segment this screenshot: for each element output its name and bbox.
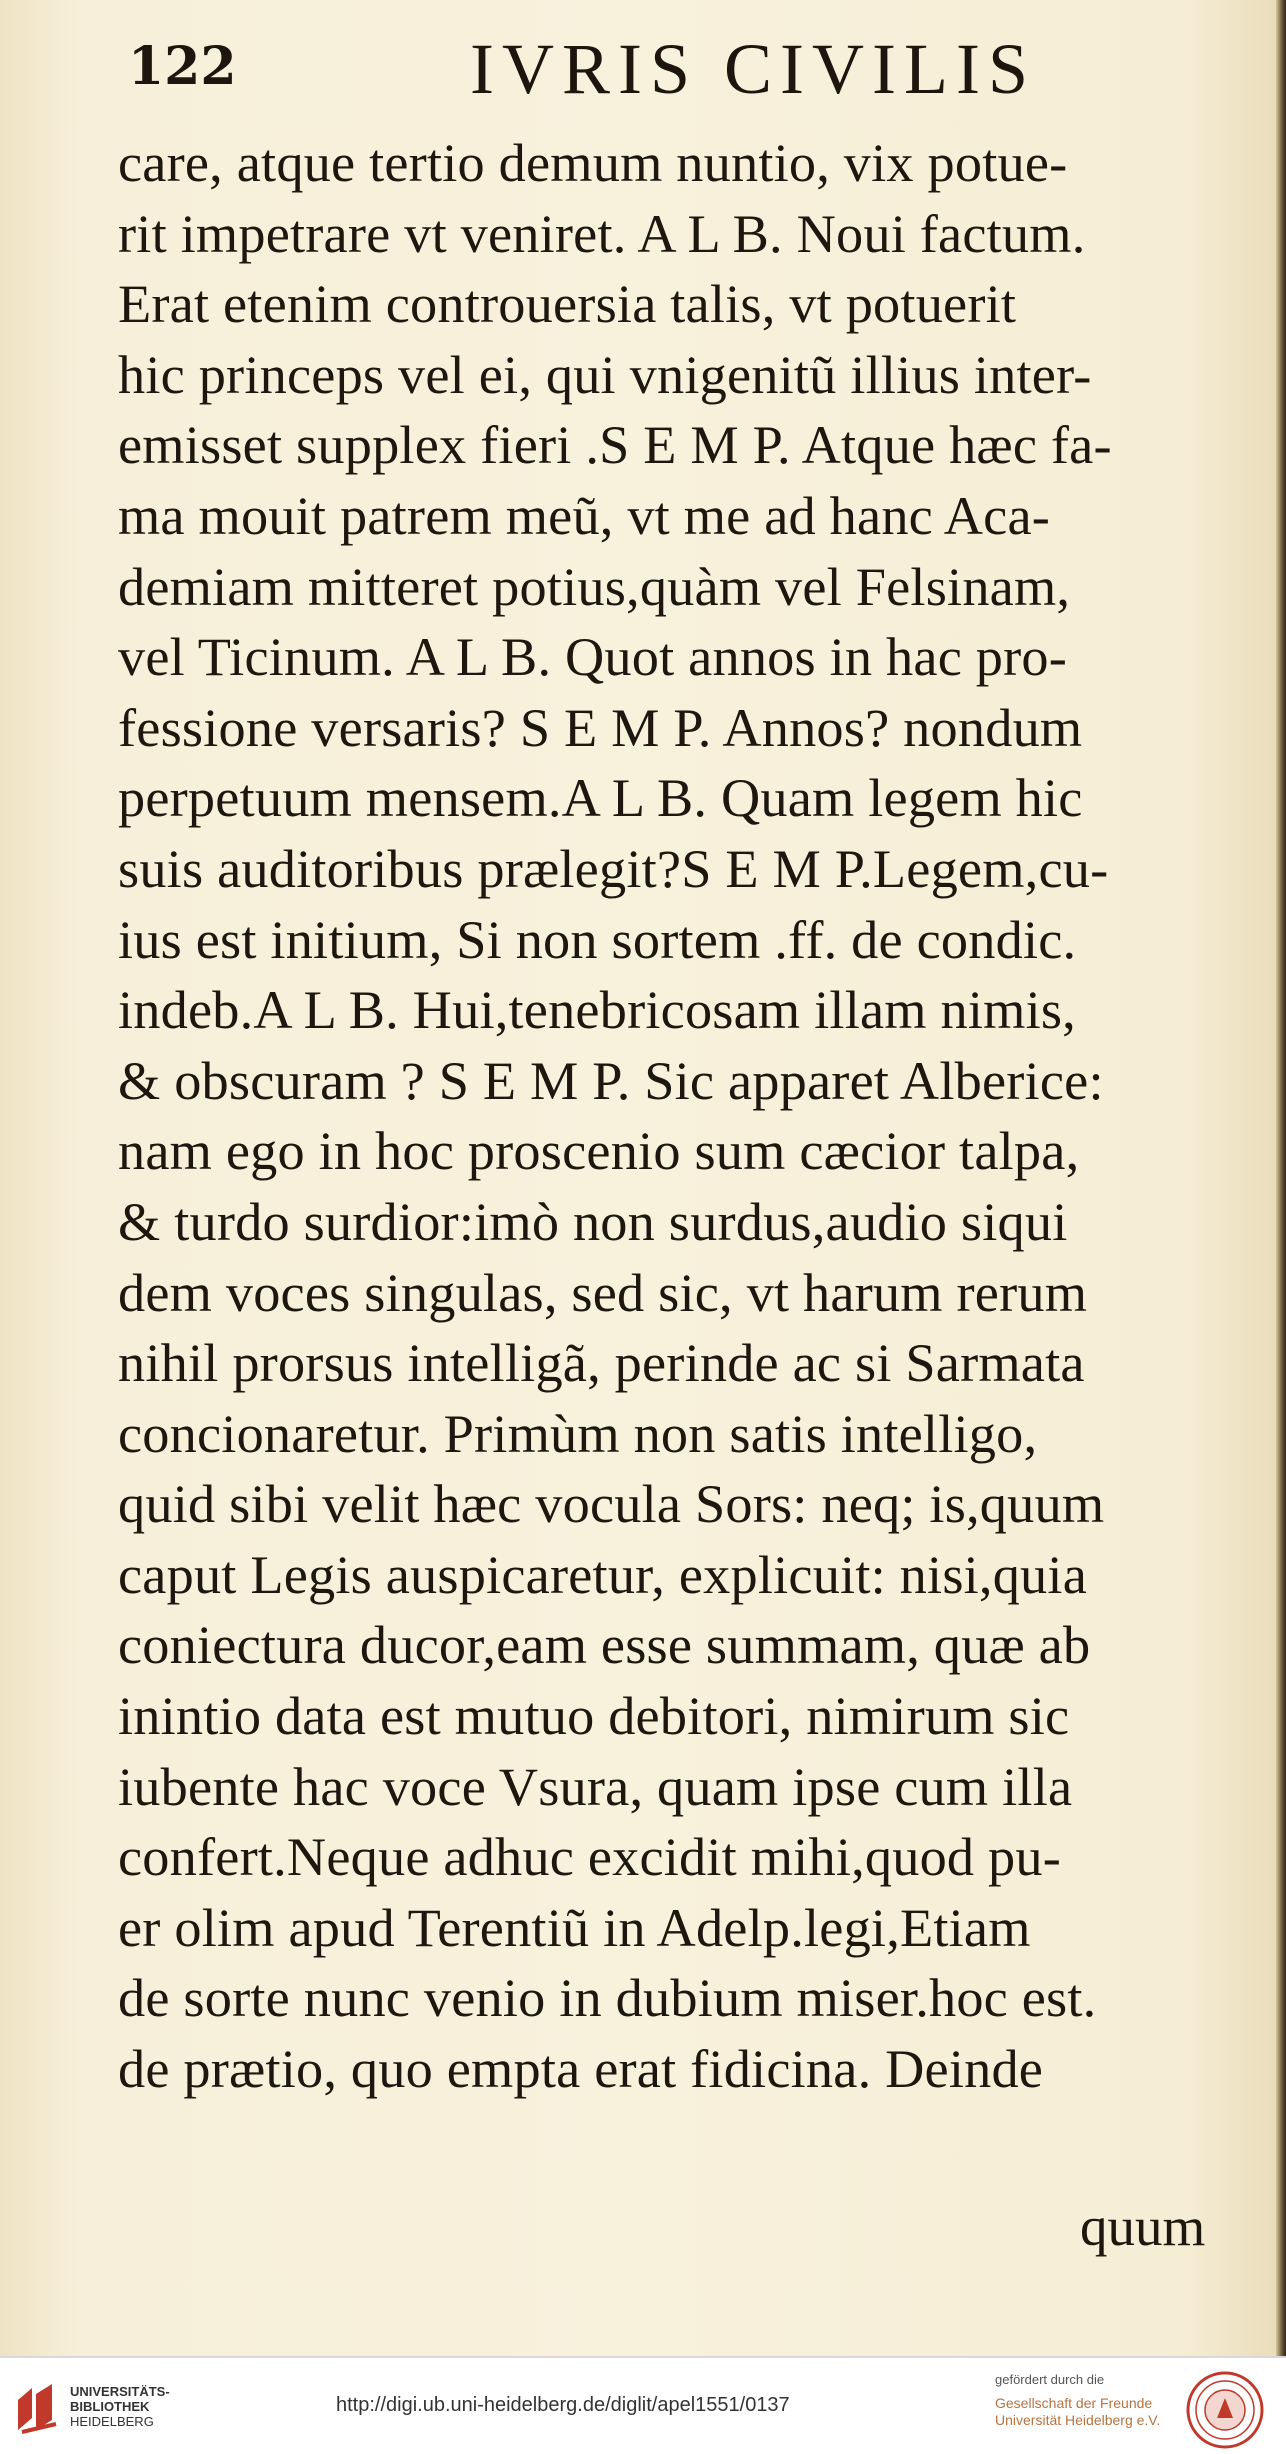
library-name [70, 2384, 170, 2429]
text-line: rit impetrare vt veniret. A L B. Noui factum. [118, 203, 1086, 264]
text-line: coniectura ducor,eam esse summam, quæ ab [118, 1615, 1091, 1676]
text-line: demiam mitteret potius,quàm vel Felsinam, [118, 556, 1071, 617]
page-number: 122 [128, 36, 237, 97]
text-line: vel Ticinum. A L B. Quot annos in hac pro- [118, 627, 1068, 688]
university-library-logo-icon[interactable] [12, 2380, 62, 2436]
text-line: suis auditoribus prælegit?S E M P.Legem,cu- [118, 838, 1109, 899]
text-line: hic princeps vel ei, qui vnigenitũ illius inter- [118, 344, 1092, 405]
text-line: er olim apud Terentiũ in Adelp.legi,Etiam [118, 1897, 1031, 1958]
text-line: perpetuum mensem.A L B. Quam legem hic [118, 768, 1083, 829]
catchword: quum [1080, 2196, 1206, 2257]
text-line: dem voces singulas, sed sic, vt harum rerum [118, 1262, 1088, 1323]
text-line: indeb.A L B. Hui,tenebricosam illam nimis, [118, 980, 1076, 1041]
sponsor-credit [995, 2372, 1175, 2429]
permalink-url[interactable]: http://digi.ub.uni-heidelberg.de/diglit/apel1551/0137 [336, 2394, 790, 2416]
text-line: nam ego in hoc proscenio sum cæcior talpa, [118, 1121, 1080, 1182]
library-city: HEIDELBERG [70, 2414, 154, 2429]
text-line: nihil prorsus intelligã, perinde ac si Sarmata [118, 1333, 1085, 1394]
text-line: de prætio, quo empta erat fidicina. Deinde [118, 2039, 1044, 2100]
text-line: & obscuram ? S E M P. Sic apparet Alberice: [118, 1050, 1104, 1111]
text-line: confert.Neque adhuc excidit mihi,quod pu- [118, 1827, 1062, 1888]
viewer-footer [0, 2356, 1286, 2454]
running-head: IVRIS CIVILIS [470, 29, 1036, 109]
sponsor-label: gefördert durch die [995, 2372, 1105, 2387]
page-header [0, 28, 1286, 118]
sponsor-org-line2[interactable]: Universität Heidelberg e.V. [995, 2412, 1161, 2428]
text-line: de sorte nunc venio in dubium miser.hoc est. [118, 1968, 1097, 2029]
text-line: ma mouit patrem meũ, vt me ad hanc Aca- [118, 485, 1051, 546]
text-line: & turdo surdior:imò non surdus,audio siqui [118, 1191, 1068, 1252]
text-line: care, atque tertio demum nuntio, vix potue- [118, 133, 1068, 193]
text-line: fessione versaris? S E M P. Annos? nondum [118, 697, 1083, 758]
library-name-line2: BIBLIOTHEK [70, 2399, 150, 2414]
body-text [118, 128, 1286, 2105]
text-line: emisset supplex fieri .S E M P. Atque hæc fa- [118, 415, 1112, 476]
text-line: caput Legis auspicaretur, explicuit: nisi,quia [118, 1544, 1087, 1605]
text-line: inintio data est mutuo debitori, nimirum sic [118, 1686, 1070, 1747]
text-line: quid sibi velit hæc vocula Sors: neq; is,quum [118, 1474, 1105, 1535]
text-line: ius est initium, Si non sortem .ff. de condic. [118, 909, 1077, 970]
text-line: iubente hac voce Vsura, quam ipse cum illa [118, 1756, 1073, 1817]
library-name-line1: UNIVERSITÄTS- [70, 2384, 170, 2399]
sponsor-org-line1[interactable]: Gesellschaft der Freunde [995, 2395, 1153, 2411]
text-line: concionaretur. Primùm non satis intelligo, [118, 1403, 1038, 1464]
text-line: Erat etenim controuersia talis, vt potuerit [118, 274, 1017, 335]
university-seal-icon[interactable] [1185, 2370, 1265, 2450]
